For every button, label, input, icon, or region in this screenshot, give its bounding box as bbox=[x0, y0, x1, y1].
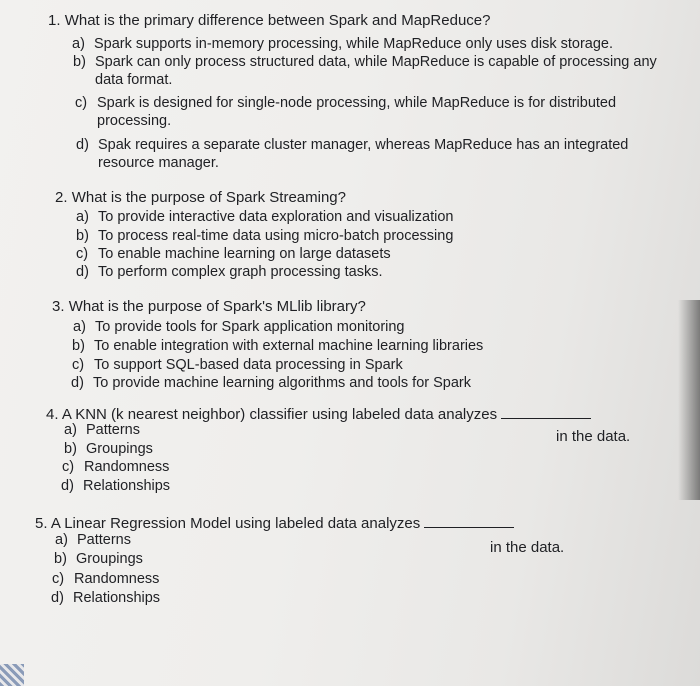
option-text: To enable integration with external machine learning libraries bbox=[94, 338, 484, 354]
option-text: Relationships bbox=[83, 478, 171, 494]
q5-option-a bbox=[55, 531, 131, 549]
option-text-line: Spark is designed for single-node processing, while MapReduce is for distributed bbox=[97, 95, 617, 111]
option-text: To enable machine learning on large datasets bbox=[98, 246, 391, 262]
option-letter: a) bbox=[64, 422, 77, 438]
question-3 bbox=[52, 297, 366, 316]
q3-option-a bbox=[73, 318, 405, 336]
question-text: What is the purpose of Spark Streaming? bbox=[71, 189, 346, 206]
q2-option-d bbox=[76, 263, 383, 281]
q1-option-d bbox=[76, 136, 628, 172]
option-text: Groupings bbox=[86, 441, 153, 457]
option-text-block bbox=[95, 53, 657, 89]
option-letter: a) bbox=[55, 532, 68, 548]
option-text-line: Spark can only process structured data, while MapReduce is capable of processing any bbox=[95, 54, 657, 70]
option-text: To provide interactive data exploration and visualization bbox=[98, 209, 454, 225]
answer-blank bbox=[424, 517, 514, 528]
q3-option-d bbox=[71, 374, 471, 392]
option-letter: c) bbox=[75, 95, 88, 111]
option-text: Groupings bbox=[76, 551, 143, 567]
option-text-line: processing. bbox=[97, 113, 172, 129]
option-text: To support SQL-based data processing in Spark bbox=[94, 357, 403, 373]
q4-tail-text: in the data. bbox=[556, 428, 631, 445]
question-text: What is the purpose of Spark's MLlib library? bbox=[68, 298, 366, 315]
option-text: Relationships bbox=[73, 590, 161, 606]
question-number: 4. bbox=[46, 406, 59, 423]
option-letter: b) bbox=[76, 228, 89, 244]
question-number: 2. bbox=[55, 189, 68, 206]
question-text: A Linear Regression Model using labeled data analyzes bbox=[50, 515, 421, 532]
q4-option-a bbox=[64, 421, 140, 439]
option-letter: b) bbox=[73, 54, 86, 70]
option-text-block bbox=[97, 94, 616, 130]
option-letter: d) bbox=[76, 137, 89, 153]
option-letter: b) bbox=[64, 441, 77, 457]
option-text-line: resource manager. bbox=[98, 155, 219, 171]
option-letter: c) bbox=[72, 357, 85, 373]
option-letter: d) bbox=[51, 590, 64, 606]
option-letter: b) bbox=[54, 551, 67, 567]
q4-option-c bbox=[62, 458, 169, 476]
option-text: Randomness bbox=[84, 459, 170, 475]
q5-option-c bbox=[52, 570, 159, 588]
question-2 bbox=[55, 188, 346, 207]
q1-option-c bbox=[75, 94, 616, 130]
q2-option-c bbox=[76, 245, 391, 263]
q4-option-d bbox=[61, 477, 170, 495]
question-number: 5. bbox=[35, 515, 48, 532]
option-text: To perform complex graph processing tasks. bbox=[98, 264, 383, 280]
q2-option-a bbox=[76, 208, 453, 226]
q3-option-b bbox=[72, 337, 483, 355]
question-1 bbox=[48, 11, 490, 30]
question-number: 3. bbox=[52, 298, 65, 315]
option-letter: a) bbox=[76, 209, 89, 225]
option-text: Spark supports in-memory processing, while MapReduce only uses disk storage. bbox=[94, 36, 614, 52]
page-edge-shadow bbox=[678, 300, 700, 500]
option-text: Patterns bbox=[77, 532, 131, 548]
option-text: To provide machine learning algorithms and tools for Spark bbox=[93, 375, 472, 391]
q2-option-b bbox=[76, 227, 453, 245]
option-letter: c) bbox=[76, 246, 89, 262]
option-text-line: Spak requires a separate cluster manager, whereas MapReduce has an integrated bbox=[98, 137, 629, 153]
option-letter: d) bbox=[71, 375, 84, 391]
q1-option-a bbox=[72, 35, 613, 53]
option-letter: d) bbox=[76, 264, 89, 280]
option-letter: a) bbox=[72, 36, 85, 52]
option-letter: c) bbox=[52, 571, 65, 587]
q1-option-b bbox=[73, 53, 657, 89]
q4-option-b bbox=[64, 440, 153, 458]
option-text: Patterns bbox=[86, 422, 140, 438]
option-text: To process real-time data using micro-batch processing bbox=[98, 228, 454, 244]
q5-option-d bbox=[51, 589, 160, 607]
option-letter: a) bbox=[73, 319, 86, 335]
question-text: What is the primary difference between Spark and MapReduce? bbox=[64, 12, 491, 29]
option-text: Randomness bbox=[74, 571, 160, 587]
corner-pattern bbox=[0, 664, 24, 686]
q5-tail-text: in the data. bbox=[490, 539, 565, 556]
option-text-line: data format. bbox=[95, 72, 173, 88]
question-text: A KNN (k nearest neighbor) classifier using labeled data analyzes bbox=[61, 406, 498, 423]
q5-option-b bbox=[54, 550, 143, 568]
option-letter: d) bbox=[61, 478, 74, 494]
q3-option-c bbox=[72, 356, 403, 374]
option-text-block bbox=[98, 136, 628, 172]
option-letter: c) bbox=[62, 459, 75, 475]
answer-blank bbox=[501, 408, 591, 419]
option-text: To provide tools for Spark application monitoring bbox=[95, 319, 405, 335]
question-number: 1. bbox=[48, 12, 61, 29]
option-letter: b) bbox=[72, 338, 85, 354]
